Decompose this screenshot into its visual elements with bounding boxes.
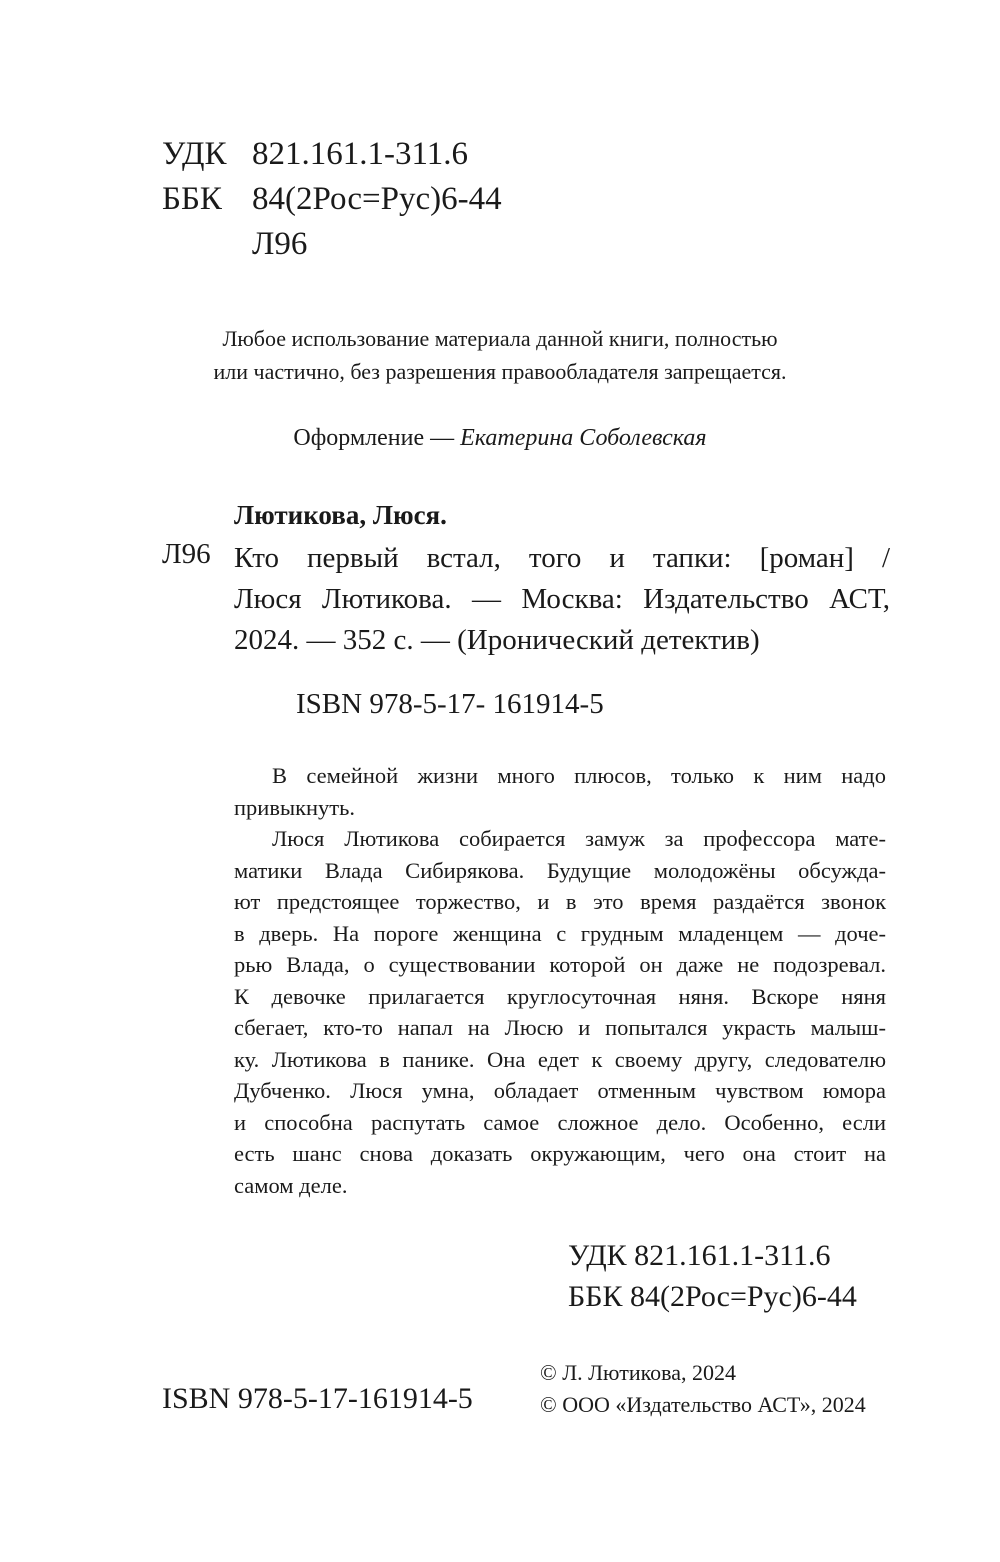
bib-line: Кто первый встал, того и тапки: [роман] / xyxy=(234,542,890,574)
notice-line: или частично, без разрешения правообладателя запрещается. xyxy=(213,359,787,384)
annotation xyxy=(234,760,886,1201)
annotation-line: привыкнуть. xyxy=(234,794,356,820)
bib-line: 2024. — 352 с. — (Иронический детектив) xyxy=(234,624,760,656)
annotation-line: есть шанс снова доказать окружающим, чего она стоит на xyxy=(234,1141,886,1166)
copyright-author: © Л. Лютикова, 2024 xyxy=(540,1360,737,1385)
annotation-line: К девочке прилагается круглосуточная няня. Вскоре няня xyxy=(234,983,886,1009)
classification-codes xyxy=(162,132,502,267)
annotation-line: матики Влада Сибирякова. Будущие молодожёны обсужда- xyxy=(234,857,886,883)
annotation-line: В семейной жизни много плюсов, только к ним надо xyxy=(272,763,886,788)
design-label: Оформление — xyxy=(293,425,455,451)
bbk-value: 84(2Рос=Рус)6-44 xyxy=(252,181,502,217)
udk-value: 821.161.1-311.6 xyxy=(252,136,469,172)
bibliographic-description xyxy=(234,538,890,661)
notice-line: Любое использование материала данной книги, полностью xyxy=(222,326,778,351)
copyright-publisher: © ООО «Издательство АСТ», 2024 xyxy=(540,1392,866,1417)
bbk-label: ББК xyxy=(162,181,222,217)
annotation-line: самом деле. xyxy=(234,1172,348,1198)
footer-isbn: ISBN 978-5-17-161914-5 xyxy=(162,1382,473,1415)
annotation-line: ку. Лютикова в панике. Она едет к своему другу, следователю xyxy=(234,1046,886,1072)
design-credit xyxy=(0,425,1000,452)
udk-label: УДК xyxy=(162,136,227,172)
cutter-code: Л96 xyxy=(252,226,308,262)
annotation-line: Дубченко. Люся умна, обладает отменным чувством юмора xyxy=(234,1078,886,1103)
copyright-notice xyxy=(0,322,1000,388)
annotation-line: сбегает, кто-то напал на Люсю и попытался украсть малыш- xyxy=(234,1015,886,1040)
designer-name: Екатерина Соболевская xyxy=(460,425,707,451)
footer-codes xyxy=(568,1235,857,1317)
copyright-block xyxy=(540,1357,866,1421)
footer-udk: УДК 821.161.1-311.6 xyxy=(568,1239,831,1272)
annotation-line: рью Влада, о существовании которой он даже не подозревал. xyxy=(234,952,886,977)
annotation-line: ют предстоящее торжество, и в это время раздаётся звонок xyxy=(234,889,886,914)
annotation-line: и способна распутать самое сложное дело. Особенно, если xyxy=(234,1109,886,1135)
author-heading: Лютикова, Люся. xyxy=(234,500,447,530)
annotation-line: в дверь. На пороге женщина с грудным младенцем — доче- xyxy=(234,920,886,946)
footer-bbk: ББК 84(2Рос=Рус)6-44 xyxy=(568,1280,857,1313)
bib-cutter: Л96 xyxy=(162,538,211,570)
bib-isbn: ISBN 978-5-17- 161914-5 xyxy=(296,688,604,720)
annotation-line: Люся Лютикова собирается замуж за профессора мате- xyxy=(272,826,886,851)
bib-line: Люся Лютикова. — Москва: Издательство АСТ, xyxy=(234,583,890,615)
